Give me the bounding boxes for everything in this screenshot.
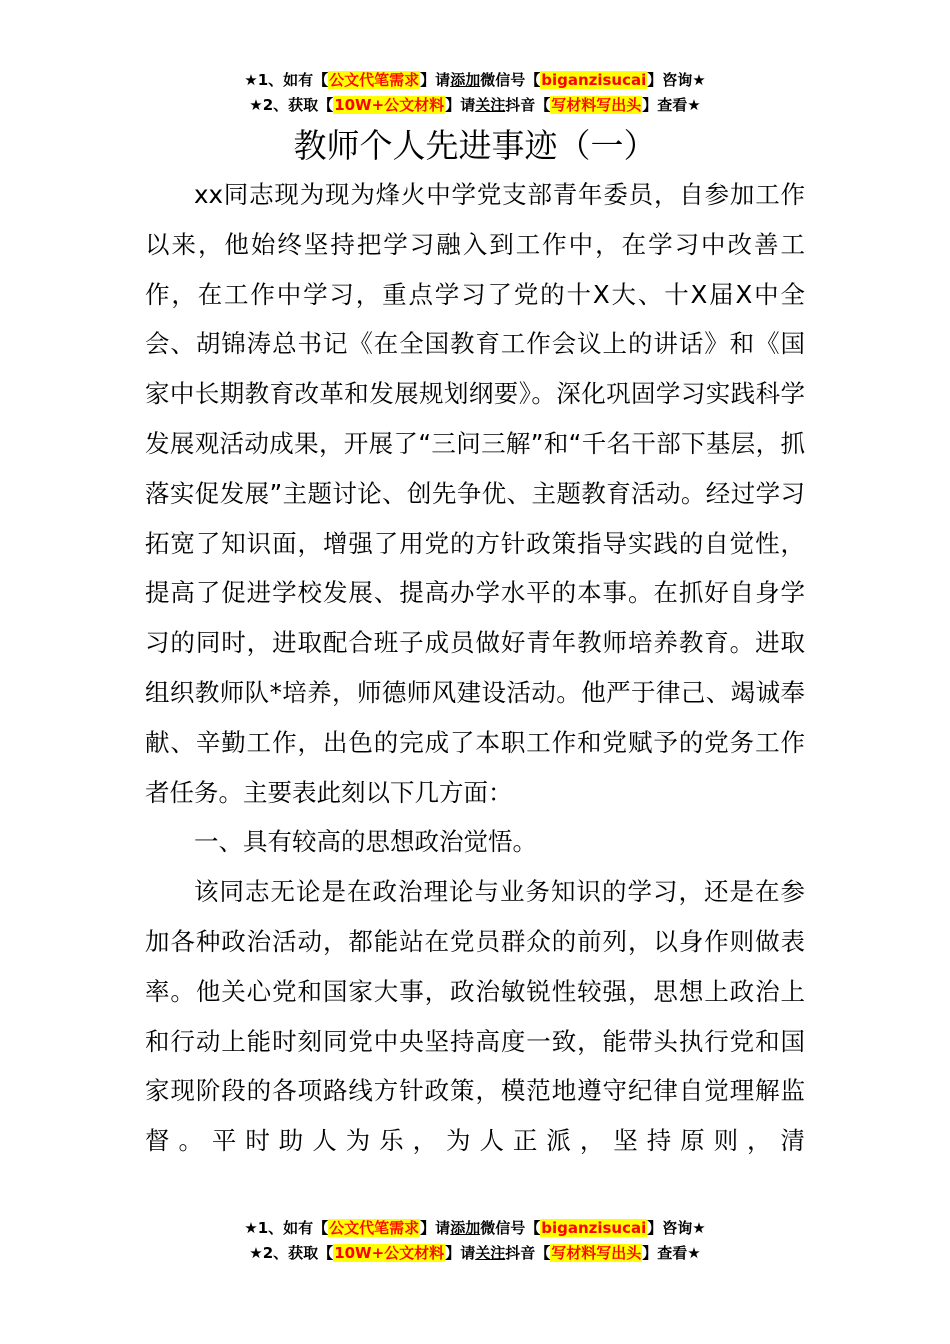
highlight-materials: 10W+公文材料 <box>334 1244 445 1262</box>
highlight-wechat-id: biganzisucai <box>541 71 647 89</box>
document-title: 教师个人先进事迹（一） <box>293 126 657 165</box>
section-heading-1: 一、具有较高的思想政治觉悟。 <box>194 827 537 857</box>
highlight-douyin: 写材料写出头 <box>551 1244 642 1262</box>
document-body <box>145 170 805 1166</box>
paragraph-2: 该同志无论是在政治理论与业务知识的学习，还是在参加各种政治活动，都能站在党员群众的前列，以身作则做表率。他关心党和国家大事，政治敏锐性较强，思想上政治上和行动上能时刻同党中央坚持高度一致，能带头执行党和国家现阶段的各项路线方针政策，模范地遵守纪律自觉理解监督。平时助人为乐，为人正派，坚持原则，清 <box>145 877 805 1156</box>
highlight-service: 公文代笔需求 <box>329 1219 420 1237</box>
highlight-douyin: 写材料写出头 <box>551 96 642 114</box>
highlight-wechat-id: biganzisucai <box>541 1219 647 1237</box>
footer-banner <box>0 1216 950 1266</box>
highlight-materials: 10W+公文材料 <box>334 96 445 114</box>
banner-line-2: ★2、获取【10W+公文材料】请关注抖音【写材料写出头】查看★ <box>249 1244 701 1262</box>
paragraph-1: xx同志现为现为烽火中学党支部青年委员，自参加工作以来，他始终坚持把学习融入到工作中，在学习中改善工作，在工作中学习，重点学习了党的十X大、十X届X中全会、胡锦涛总书记《在全国教育工作会议上的讲话》和《国家中长期教育改革和发展规划纲要》。深化巩固学习实践科学发展观活动成果，开展了“三问三解”和“千名干部下基层，抓落实促发展”主题讨论、创先争优、主题教育活动。经过学习拓宽了知识面，增强了用党的方针政策指导实践的自觉性，提高了促进学校发展、提高办学水平的本事。在抓好自身学习的同时，进取配合班子成员做好青年教师培养教育。进取组织教师队*培养，师德师风建设活动。他严于律己、竭诚奉献、辛勤工作，出色的完成了本职工作和党赋予的党务工作者任务。主要表此刻以下几方面： <box>145 180 805 807</box>
header-banner <box>0 68 950 118</box>
banner-line-1: ★1、如有【公文代笔需求】请添加微信号【biganzisucai】咨询★ <box>244 1219 706 1237</box>
highlight-service: 公文代笔需求 <box>329 71 420 89</box>
banner-line-1: ★1、如有【公文代笔需求】请添加微信号【biganzisucai】咨询★ <box>244 71 706 89</box>
banner-line-2: ★2、获取【10W+公文材料】请关注抖音【写材料写出头】查看★ <box>249 96 701 114</box>
